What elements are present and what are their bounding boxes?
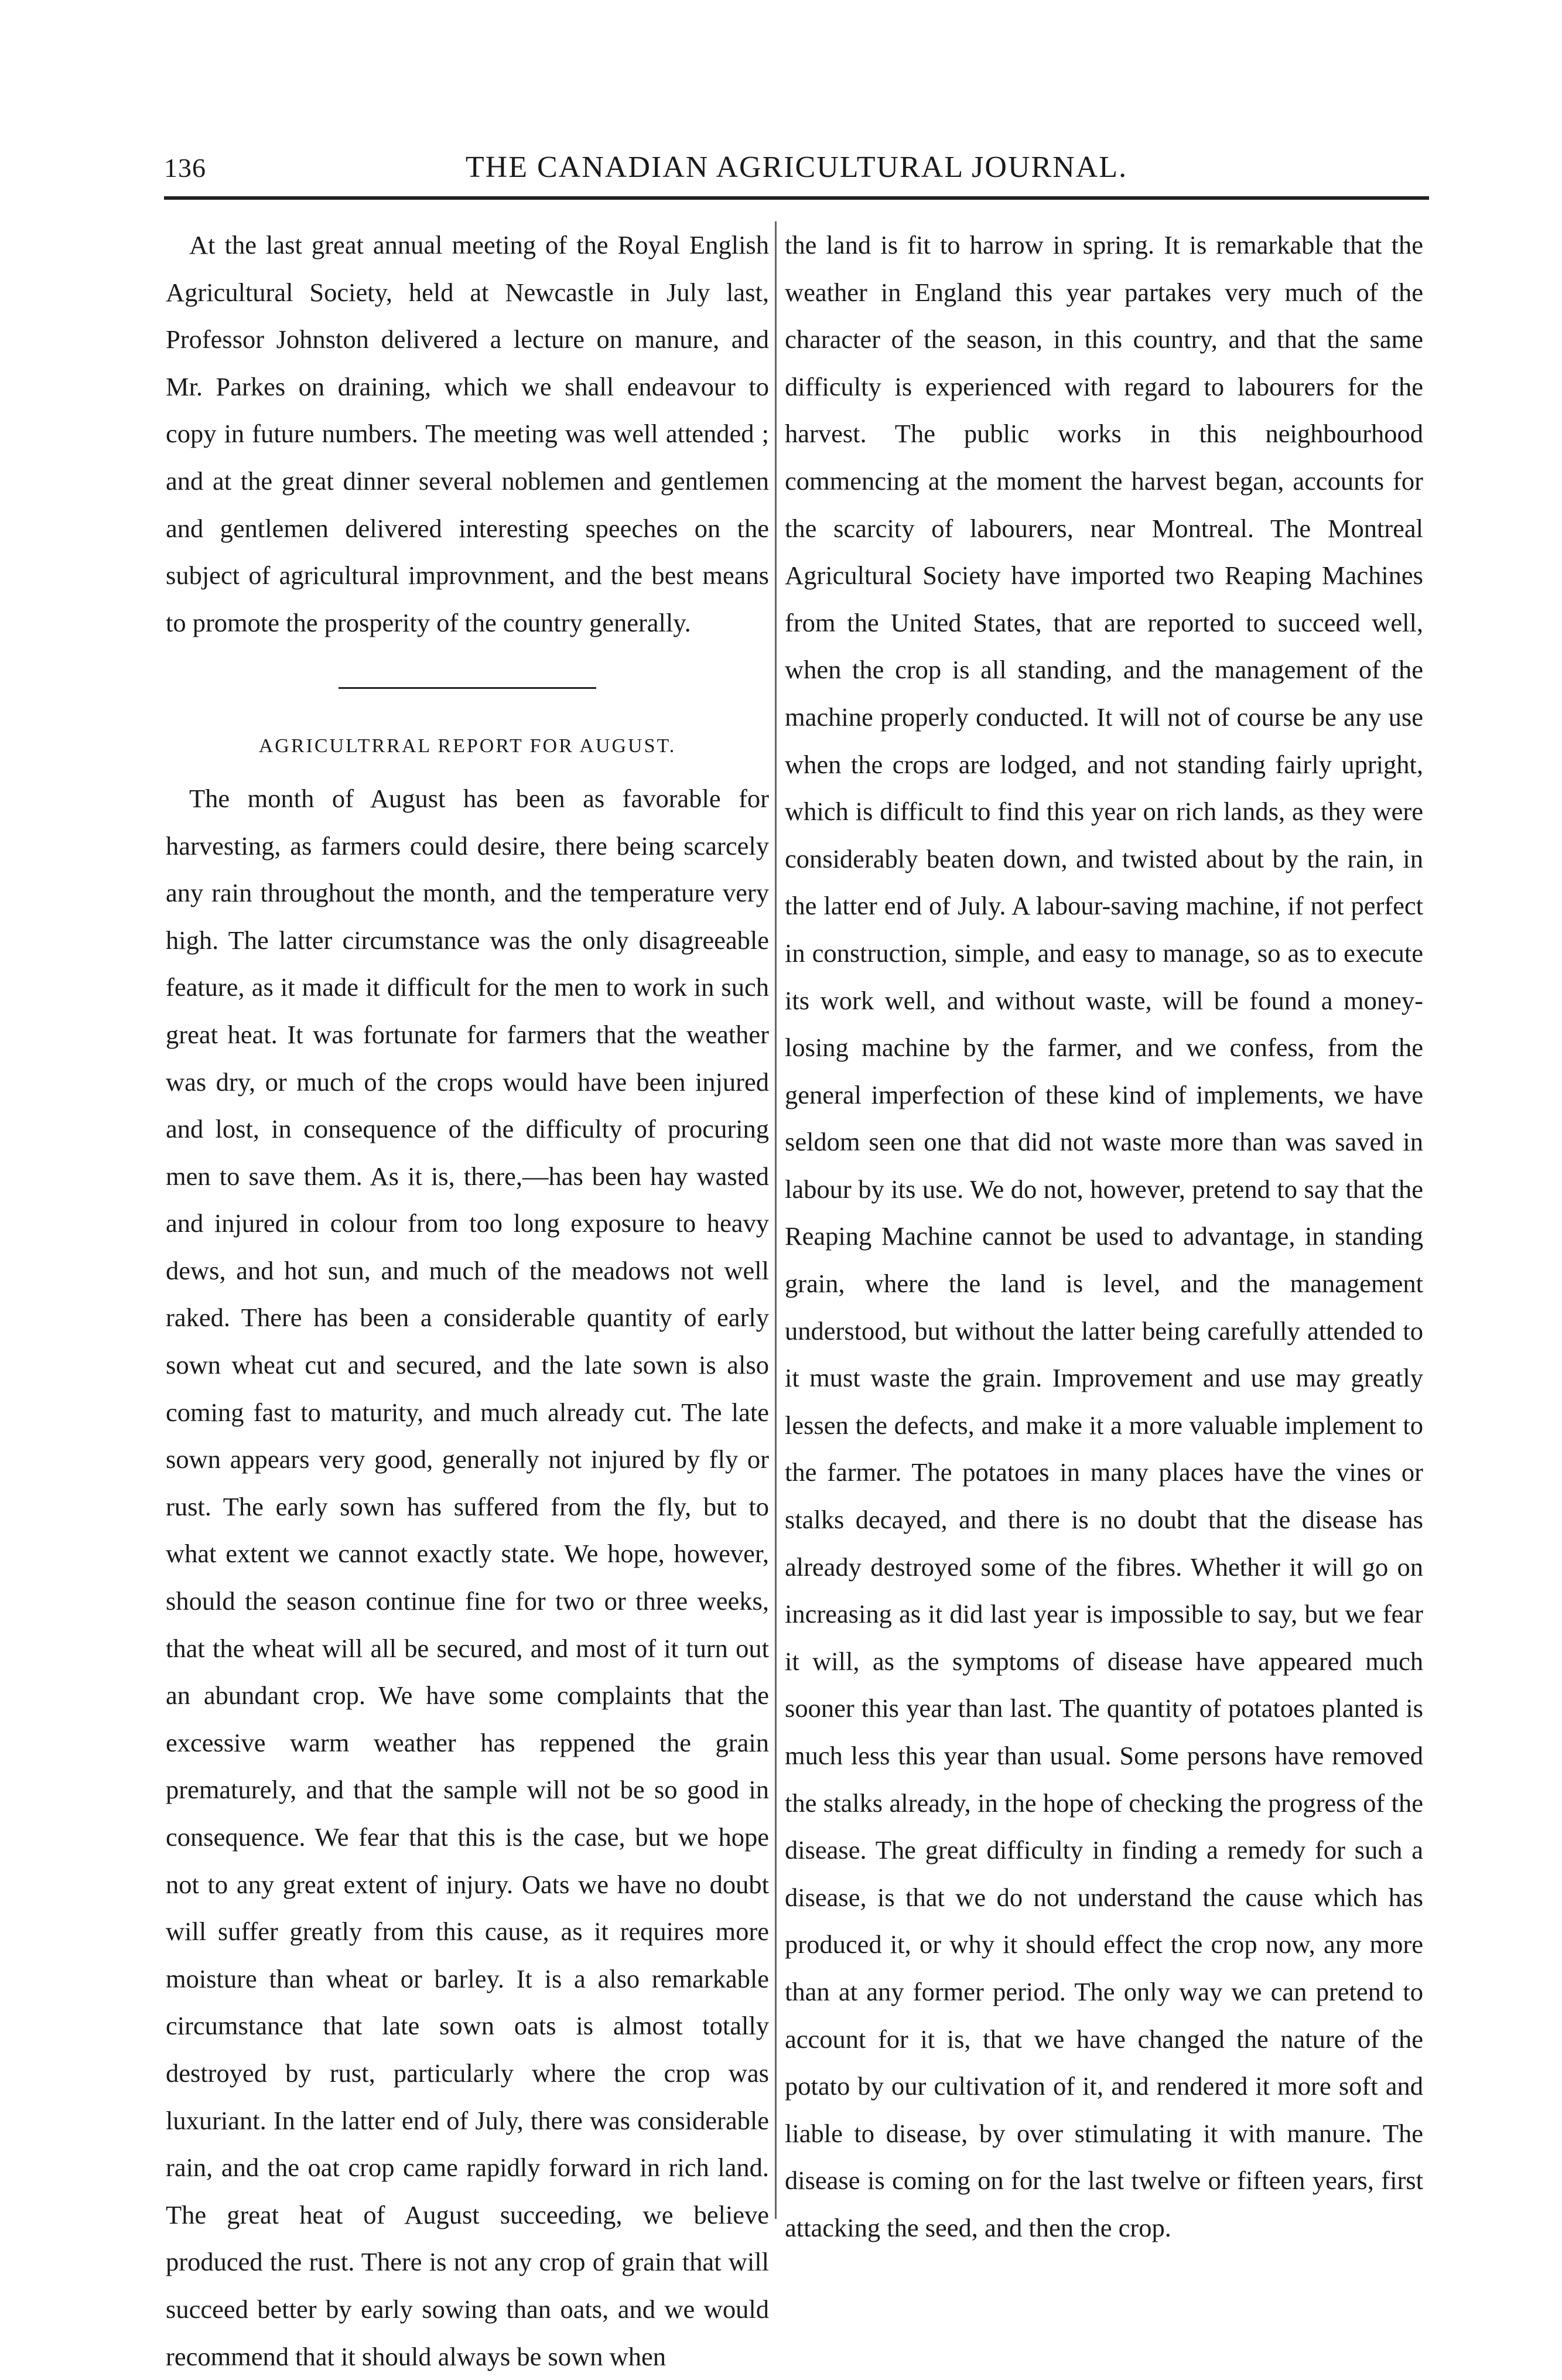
page-number: 136 xyxy=(164,153,206,183)
meeting-paragraph: At the last great annual meeting of the Royal English Agricultural Society, held at Newcastle in July last, Professor Johnston delivered a lecture on manure, and Mr. Parkes on draining, which we shall endeavour to copy in future numbers. The meeting was well attended ; and at the great dinner several noblemen and gentlemen and gentlemen delivered interesting speeches on the subject of agricultural improvnment, and the best means to promote the prosperity of the country generally. xyxy=(166,230,769,637)
right-column xyxy=(785,221,1423,2242)
column-divider xyxy=(775,221,777,2219)
report-paragraph-right: the land is fit to harrow in spring. It is remarkable that the weather in England this year partakes very much of the character of the season, in this country, and that the same difficulty is experienced with regard to labourers for the harvest. The public works in this neighbourhood commencing at the moment the harvest began, accounts for the scarcity of labourers, near Montreal. The Montreal Agricultural Society have imported two Reaping Machines from the United States, that are reported to succeed well, when the crop is all standing, and the management of the machine properly conducted. It will not of course be any use when the crops are lodged, and not standing fairly upright, which is difficult to find this year on rich lands, as they were considerably beaten down, and twisted about by the rain, in the latter end of July. A labour-saving machine, if not perfect in construction, simple, and easy to manage, so as to execute its work well, and without waste, will be found a money-losing machine by the farmer, and we confess, from the general imperfection of these kind of implements, we have seldom seen one that did not waste more than was saved in labour by its use. We do not, however, pretend to say that the Reaping Machine cannot be used to advantage, in standing grain, where the land is level, and the management understood, but without the latter being carefully attended to it must waste the grain. Improvement and use may greatly lessen the defects, and make it a more valuable implement to the farmer. The potatoes in many places have the vines or stalks decayed, and there is no doubt that the disease has already destroyed some of the fibres. Whether it will go on increasing as it did last year is impossible to say, but we fear it will, as the symptoms of disease have appeared much sooner this year than last. The quantity of potatoes planted is much less this year than usual. Some persons have removed the stalks already, in the hope of checking the progress of the disease. The great difficulty in finding a remedy for such a disease, is that we do not understand the cause which has produced it, or why it should effect the crop now, any more than at any former period. The only way we can pretend to account for it is, that we have changed the nature of the potato by our cultivation of it, and rendered it more soft and liable to disease, by over stimulating it with manure. The disease is coming on for the last twelve or fifteen years, first attacking the seed, and then the crop. xyxy=(785,230,1423,2242)
page-header xyxy=(164,146,1429,187)
report-paragraph-left: The month of August has been as favorable for harvesting, as farmers could desire, there being scarcely any rain throughout the month, and the temperature very high. The latter circumstance was the only disagreeable feature, as it made it difficult for the men to work in such great heat. It was fortunate for farmers that the weather was dry, or much of the crops would have been injured and lost, in consequence of the difficulty of procuring men to save them. As it is, there,—has been hay wasted and injured in colour from too long exposure to heavy dews, and hot sun, and much of the meadows not well raked. There has been a considerable quantity of early sown wheat cut and secured, and the late sown is also coming fast to maturity, and much already cut. The late sown appears very good, generally not injured by fly or rust. The early sown has suffered from the fly, but to what extent we cannot exactly state. We hope, however, should the season continue fine for two or three weeks, that the wheat will all be secured, and most of it turn out an abundant crop. We have some complaints that the excessive warm weather has reppened the grain prematurely, and that the sample will not be so good in consequence. We fear that this is the case, but we hope not to any great extent of injury. Oats we have no doubt will suffer greatly from this cause, as it requires more moisture than wheat or barley. It is a also remarkable circumstance that late sown oats is almost totally destroyed by rust, particularly where the crop was luxuriant. In the latter end of July, there was considerable rain, and the oat crop came rapidly forward in rich land. The great heat of August succeeding, we believe produced the rust. There is not any crop of grain that will succeed better by early sowing than oats, and we would recommend that it should always be sown when xyxy=(166,783,769,2371)
left-column xyxy=(166,221,769,2371)
report-heading: AGRICULTRRAL REPORT FOR AUGUST. xyxy=(258,735,676,757)
running-title: THE CANADIAN AGRICULTURAL JOURNAL. xyxy=(465,151,1128,184)
section-divider-rule xyxy=(339,687,596,689)
header-rule xyxy=(164,196,1429,200)
